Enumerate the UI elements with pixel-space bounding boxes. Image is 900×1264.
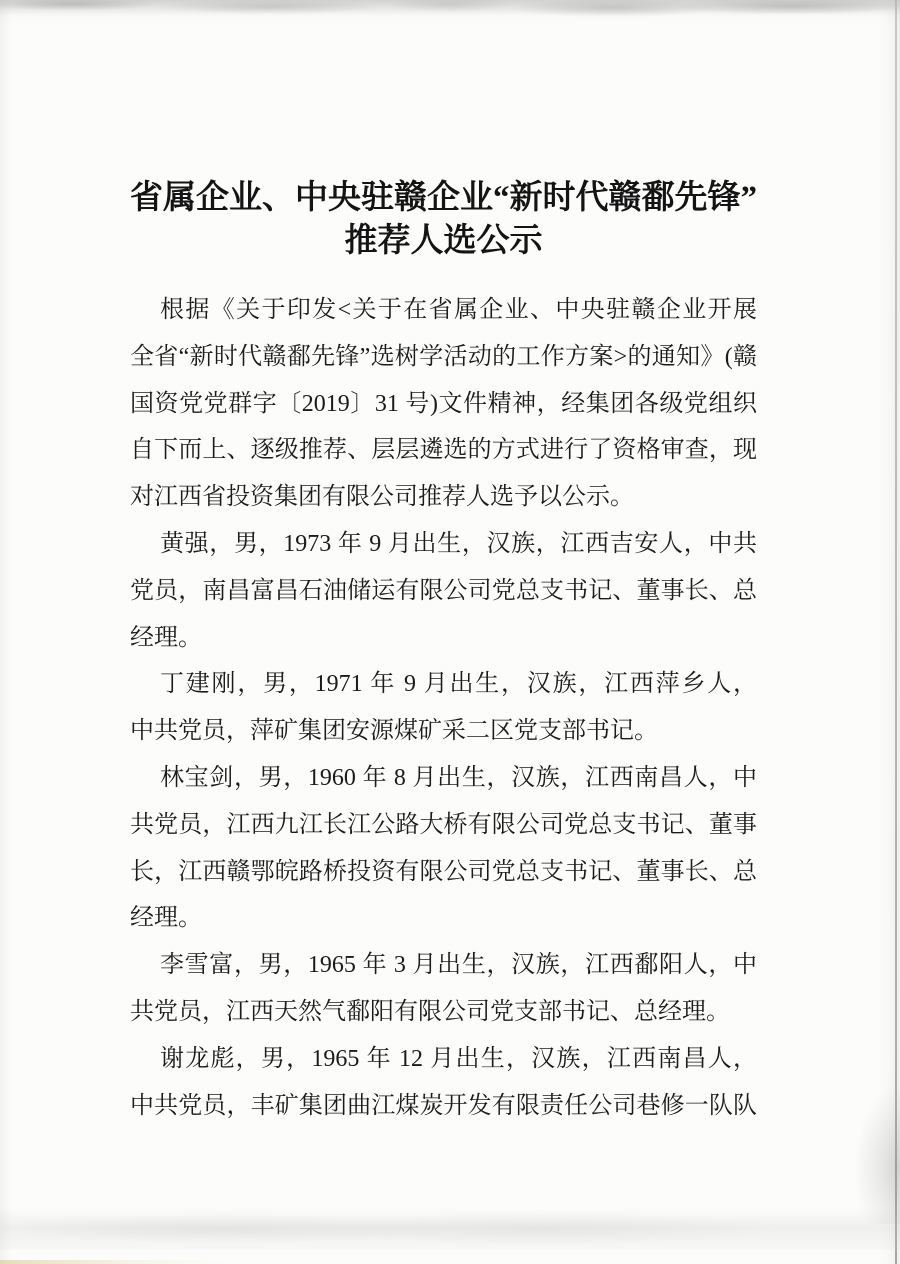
scan-artifact-bottom-band: [0, 1208, 900, 1250]
scan-artifact-bottom-left-sliver: [0, 1260, 230, 1264]
text-line: 国资党党群字〔2019〕31 号)文件精神，经集团各级党组织: [130, 390, 757, 417]
document-content: [130, 177, 757, 1129]
text-line: 中共党员，萍矿集团安源煤矿采二区党支部书记。: [130, 718, 658, 745]
paragraph-candidate-huangqiang: [130, 521, 757, 661]
text-line: 黄强，男，1973 年 9 月出生，汉族，江西吉安人，中共: [160, 530, 757, 557]
paragraph-intro: [130, 287, 757, 521]
scan-artifact-left-edge: [0, 0, 12, 1264]
scan-artifact-right-line: [895, 0, 897, 1264]
text-line: 共党员，江西九江长江公路大桥有限公司党总支书记、董事: [130, 811, 757, 838]
text-line: 共党员，江西天然气鄱阳有限公司党支部书记、总经理。: [130, 998, 730, 1025]
scan-artifact-top-edge: [0, 0, 900, 22]
text-line: 长，江西赣鄂皖路桥投资有限公司党总支书记、董事长、总: [130, 858, 757, 885]
text-line: 经理。: [130, 905, 202, 932]
text-line: 根据《关于印发<关于在省属企业、中央驻赣企业开展: [160, 297, 757, 323]
paragraph-candidate-lixuefu: [130, 942, 757, 1036]
text-line: 全省“新时代赣鄱先锋”选树学活动的工作方案>的通知》(赣: [130, 343, 757, 370]
text-line: 中共党员，丰矿集团曲江煤炭开发有限责任公司巷修一队队: [130, 1092, 757, 1119]
text-line: 对江西省投资集团有限公司推荐人选予以公示。: [130, 484, 634, 511]
document-title: [130, 177, 757, 263]
paragraph-candidate-dingjiangang: [130, 661, 757, 755]
text-line: 林宝剑，男，1960 年 8 月出生，汉族，江西南昌人，中: [160, 764, 757, 791]
paragraph-candidate-xielongbiao: [130, 1036, 757, 1130]
scan-artifact-right-shade: [878, 0, 900, 1264]
text-line: 谢龙彪，男，1965 年 12 月出生，汉族，江西南昌人，: [160, 1045, 757, 1072]
text-line: 经理。: [130, 624, 202, 651]
paragraph-candidate-linbaojian: [130, 755, 757, 942]
title-line-1: 省属企业、中央驻赣企业“新时代赣鄱先锋”: [130, 180, 757, 216]
text-line: 李雪富，男，1965 年 3 月出生，汉族，江西鄱阳人，中: [160, 952, 757, 979]
text-line: 党员，南昌富昌石油储运有限公司党总支书记、董事长、总: [130, 577, 757, 604]
scan-artifact-right-smudge: [854, 1084, 900, 1224]
text-line: 丁建刚，男，1971 年 9 月出生，汉族，江西萍乡人，: [160, 671, 757, 698]
document-body: [130, 287, 757, 1129]
title-line-2: 推荐人选公示: [344, 223, 543, 259]
text-line: 自下而上、逐级推荐、层层遴选的方式进行了资格审查，现: [130, 437, 757, 464]
